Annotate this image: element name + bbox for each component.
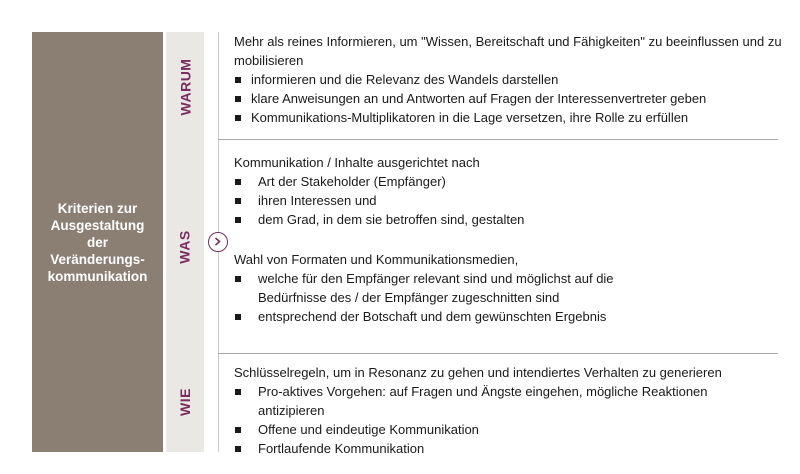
divider-warum-was — [218, 139, 778, 140]
section-wie-heading: Schlüsselregeln, um in Resonanz zu gehen und intendiertes Verhalten zu generieren — [234, 365, 722, 380]
divider-was-wie — [218, 353, 778, 354]
list-item: klare Anweisungen an und Antworten auf Fragen der Interessenvertreter geben — [234, 89, 782, 108]
list-item: welche für den Empfänger relevant sind und möglichst auf die Bedürfnisse des / der Empfänger zugeschnitten sind — [234, 269, 664, 307]
criteria-label: Kriterien zur Ausgestaltung der Veränderungs- kommunikation — [47, 200, 148, 284]
list-item: Art der Stakeholder (Empfänger) — [234, 172, 782, 191]
section-wie — [234, 363, 782, 458]
list-item: informieren und die Relevanz des Wandels darstellen — [234, 70, 782, 89]
criteria-box — [32, 32, 163, 452]
label-was: WAS — [176, 230, 193, 264]
list-item: Fortlaufende Kommunikation — [234, 439, 754, 458]
chevron-right-icon — [208, 232, 228, 252]
list-item: dem Grad, in dem sie betroffen sind, gestalten — [234, 210, 782, 229]
label-warum-wrap — [166, 32, 204, 142]
list-item: ihren Interessen und — [234, 191, 782, 210]
section-was-content — [234, 153, 782, 229]
section-was-content-heading: Kommunikation / Inhalte ausgerichtet nach — [234, 155, 480, 170]
list-item: entsprechend der Botschaft und dem gewünschten Ergebnis — [234, 307, 664, 326]
section-warum — [234, 32, 782, 127]
label-wie: WIE — [176, 388, 193, 416]
label-warum: WARUM — [177, 58, 193, 116]
label-was-wrap — [166, 142, 204, 352]
list-item: Offene und eindeutige Kommunikation — [234, 420, 754, 439]
list-item: Pro-aktives Vorgehen: auf Fragen und Ängste eingehen, mögliche Reaktionen antizipieren — [234, 382, 754, 420]
label-wie-wrap — [166, 352, 204, 452]
list-item: Kommunikations-Multiplikatoren in die Lage versetzen, ihre Rolle zu erfüllen — [234, 108, 782, 127]
section-warum-heading: Mehr als reines Informieren, um "Wissen, Bereitschaft und Fähigkeiten" zu beeinflussen und zu mobilisieren — [234, 34, 782, 68]
section-was-formats-heading: Wahl von Formaten und Kommunikationsmedien, — [234, 252, 519, 267]
section-was-formats — [234, 250, 782, 326]
